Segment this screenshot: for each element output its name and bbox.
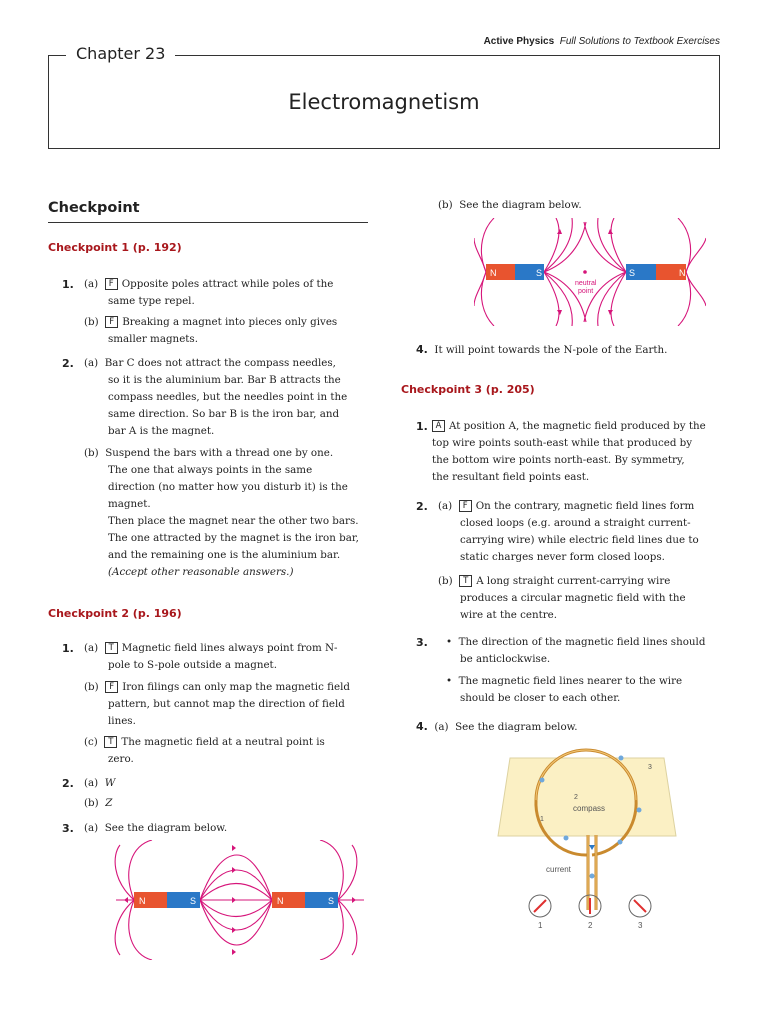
question-number: 3. <box>62 822 74 835</box>
pole-label: N <box>277 896 284 906</box>
book-subtitle: Full Solutions to Textbook Exercises <box>559 36 720 47</box>
text-line: compass needles, but the needles point in the <box>108 391 348 403</box>
text-line: wire at the centre. <box>460 609 558 621</box>
answer-box: T <box>105 642 118 654</box>
cp2-q1a <box>84 640 338 674</box>
pole-label: S <box>629 268 636 278</box>
cp2-q3 <box>62 820 74 838</box>
cp3-q4 <box>416 718 578 736</box>
pole-label: S <box>190 896 197 906</box>
text-line: The magnetic field lines nearer to the wire <box>458 675 683 687</box>
part-label: (b) <box>84 316 99 328</box>
text-line: same type repel. <box>108 295 195 307</box>
text-line: At position A, the magnetic field produced by the <box>449 420 706 432</box>
question-number: 2. <box>62 777 74 790</box>
text-line: and the remaining one is the aluminium bar. <box>108 549 341 561</box>
answer-box: T <box>459 575 472 587</box>
text-line: On the contrary, magnetic field lines form <box>475 500 695 512</box>
question-number: 1. <box>62 642 74 655</box>
part-label: (b) <box>438 575 453 587</box>
cp1-q2 <box>62 355 74 373</box>
cp2-q4 <box>416 341 667 359</box>
cp1-q1 <box>62 276 74 294</box>
cp2-q3b <box>438 197 582 214</box>
cp3-q1 <box>416 418 428 436</box>
part-label: (a) <box>84 822 99 834</box>
field-diagram-neutral-point <box>474 218 706 326</box>
text-line: Bar C does not attract the compass needles, <box>104 357 336 369</box>
compass-number: 3 <box>638 921 643 930</box>
question-number: 2. <box>416 500 428 513</box>
question-number: 4. <box>416 720 428 733</box>
compass-number: 1 <box>538 921 543 930</box>
checkpoint-1-heading: Checkpoint 1 (p. 192) <box>48 241 182 254</box>
text-line: Iron filings can only map the magnetic field <box>122 681 350 693</box>
part-label: (a) <box>438 500 453 512</box>
text-line: Breaking a magnet into pieces only gives <box>122 316 338 328</box>
text-line: See the diagram below. <box>104 822 228 834</box>
question-number: 2. <box>62 357 74 370</box>
needle-label: 2 <box>574 794 578 801</box>
part-label: (a) <box>84 642 99 654</box>
needle-label: 3 <box>648 764 652 771</box>
text-line: The one attracted by the magnet is the iron bar, <box>108 532 359 544</box>
part-label: (a) <box>84 357 99 369</box>
needle-label: 1 <box>540 816 544 823</box>
cp2-q1 <box>62 640 74 658</box>
checkpoint-3-heading: Checkpoint 3 (p. 205) <box>401 383 535 396</box>
cp2-q3a <box>84 820 227 837</box>
text-line: smaller magnets. <box>108 333 198 345</box>
compass-number: 2 <box>588 921 593 930</box>
text-line: (Accept other reasonable answers.) <box>108 566 294 578</box>
text-line: Then place the magnet near the other two bars. <box>108 515 359 527</box>
text-line: direction (no matter how you disturb it) is the <box>108 481 348 493</box>
text-line: Magnetic field lines always point from N- <box>121 642 338 654</box>
question-number: 1. <box>416 420 428 433</box>
question-number: 1. <box>62 278 74 291</box>
part-label: (a) <box>84 278 99 290</box>
cp3-q2a <box>438 498 699 566</box>
text-line: The direction of the magnetic field lines should <box>458 636 706 648</box>
current-label: current <box>546 865 571 874</box>
text-line: magnet. <box>108 498 151 510</box>
cp3-q1-answer <box>432 418 706 486</box>
text-line: The magnetic field at a neutral point is <box>121 736 325 748</box>
text-line: should be closer to each other. <box>460 692 621 704</box>
text-line: pole to S-pole outside a magnet. <box>108 659 277 671</box>
text-line: the resultant field points east. <box>432 471 590 483</box>
pole-label: N <box>679 268 686 278</box>
text-line: closed loops (e.g. around a straight current- <box>460 517 691 529</box>
pole-label: S <box>536 268 543 278</box>
text-line: the bottom wire points north-east. By symmetry, <box>432 454 685 466</box>
text-line: See the diagram below. <box>455 721 578 733</box>
text-line: be anticlockwise. <box>460 653 551 665</box>
compass-label: compass <box>573 804 606 813</box>
answer-box: F <box>105 316 118 328</box>
cp2-q1c <box>84 734 325 768</box>
answer-text: W <box>104 777 116 789</box>
part-label: (b) <box>84 681 99 693</box>
book-title: Active Physics <box>483 36 555 47</box>
bullet: • <box>446 636 453 648</box>
question-number: 4. <box>416 343 428 356</box>
neutral-point-label: neutral <box>575 280 597 287</box>
text-line: A long straight current-carrying wire <box>476 575 671 587</box>
chapter-title: Electromagnetism <box>288 90 480 114</box>
text-line: Opposite poles attract while poles of the <box>121 278 334 290</box>
pole-label: N <box>490 268 497 278</box>
part-label: (c) <box>84 736 98 748</box>
cp1-q2b <box>84 445 359 581</box>
part-label: (b) <box>84 447 99 459</box>
cp1-q1b <box>84 314 337 348</box>
part-label: (b) <box>438 199 453 211</box>
answer-text: Z <box>105 797 113 809</box>
text-line: bar A is the magnet. <box>108 425 215 437</box>
bullet: • <box>446 675 453 687</box>
pole-label: S <box>328 896 335 906</box>
text-line: same direction. So bar B is the iron bar, and <box>108 408 340 420</box>
part-label: (b) <box>84 797 99 809</box>
text-line: carrying wire) while electric field lines due to <box>460 534 699 546</box>
text-line: so it is the aluminium bar. Bar B attracts the <box>108 374 341 386</box>
part-label: (a) <box>434 721 449 733</box>
answer-box: A <box>432 420 445 432</box>
text-line: lines. <box>108 715 136 727</box>
running-header <box>470 36 720 47</box>
part-label: (a) <box>84 777 99 789</box>
text-line: top wire points south-east while that produced by <box>432 437 693 449</box>
chapter-label: Chapter 23 <box>66 44 175 63</box>
cp1-q1a <box>84 276 333 310</box>
cp3-q3-bullets <box>446 634 705 707</box>
answer-box: F <box>105 278 118 290</box>
text-line: zero. <box>108 753 134 765</box>
checkpoint-2-heading: Checkpoint 2 (p. 196) <box>48 607 182 620</box>
question-number: 3. <box>416 636 428 649</box>
field-diagram-attracting-magnets <box>112 840 368 960</box>
section-title: Checkpoint <box>48 200 140 216</box>
text-line: pattern, but cannot map the direction of field <box>108 698 345 710</box>
answer-box: F <box>105 681 118 693</box>
cp3-q2b <box>438 573 686 624</box>
text-line: See the diagram below. <box>459 199 582 211</box>
text-line: It will point towards the N-pole of the Earth. <box>434 344 668 356</box>
cp3-q3 <box>416 634 428 652</box>
section-divider <box>48 222 368 223</box>
text-line: static charges never form closed loops. <box>460 551 665 563</box>
answer-box: T <box>104 736 117 748</box>
answer-box: F <box>459 500 472 512</box>
wire-compass-diagram <box>496 740 686 935</box>
cp2-q2 <box>62 775 74 793</box>
cp2-q2-answers <box>84 775 115 812</box>
text-line: produces a circular magnetic field with the <box>460 592 686 604</box>
pole-label: N <box>139 896 146 906</box>
text-line: The one that always points in the same <box>108 464 313 476</box>
neutral-point-label: point <box>578 288 594 295</box>
cp1-q2a <box>84 355 347 440</box>
text-line: Suspend the bars with a thread one by one. <box>105 447 334 459</box>
cp3-q2 <box>416 498 428 516</box>
cp2-q1b <box>84 679 350 730</box>
